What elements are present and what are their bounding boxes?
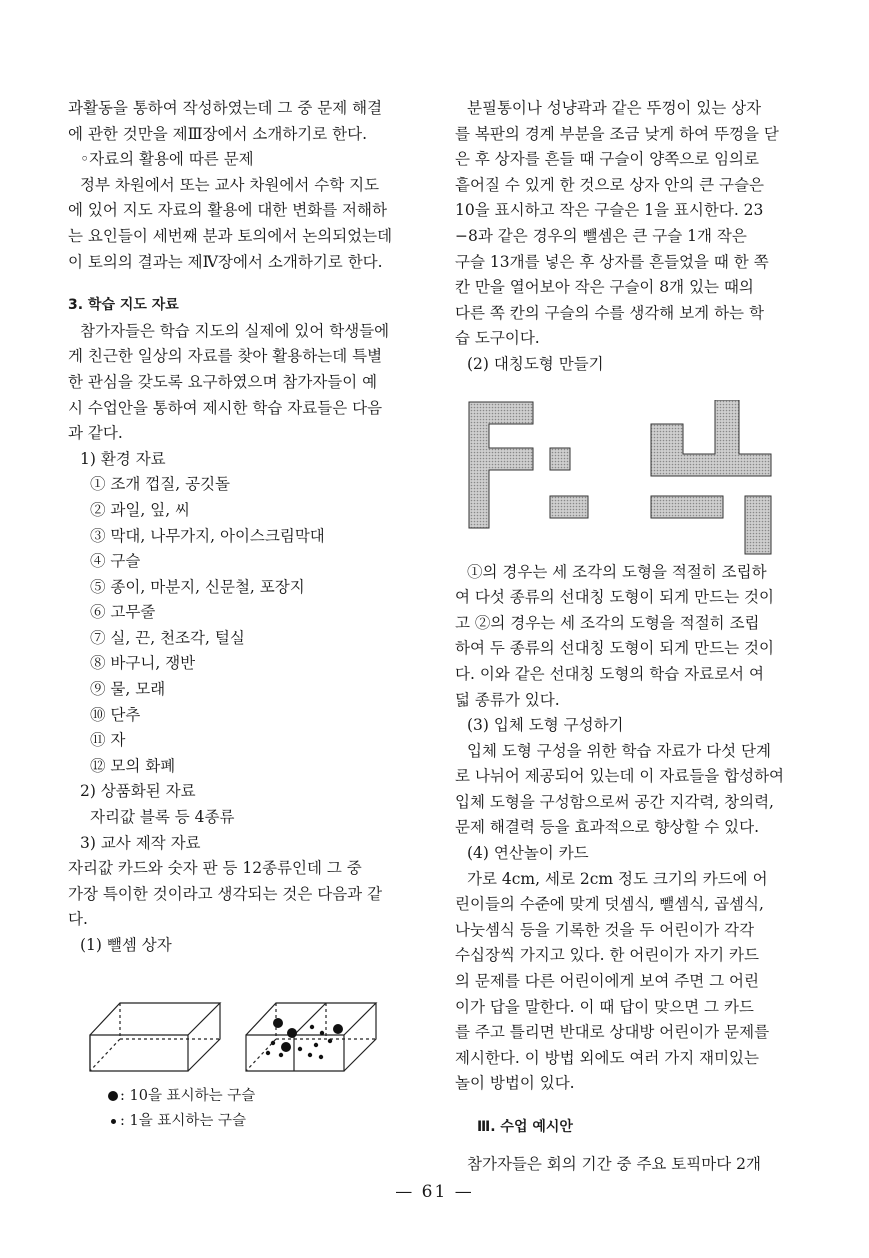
- text-line: 를 주고 틀리면 반대로 상대방 어린이가 문제를: [455, 1023, 770, 1042]
- text-line: 제시한다. 이 방법 외에도 여러 가지 재미있는: [455, 1048, 760, 1067]
- section-heading: Ⅲ. 수업 예시안: [477, 1119, 573, 1135]
- text-line: 입체 도형을 구성함으로써 공간 지각력, 창의력,: [455, 792, 774, 811]
- text-line: −8과 같은 경우의 뺄셈은 큰 구슬 1개 작은: [455, 226, 747, 245]
- text-line: 참가자들은 회의 기간 중 주요 토픽마다 2개: [467, 1154, 761, 1173]
- figure-title: (4) 연산놀이 카드: [467, 844, 589, 863]
- sub-heading: ◦자료의 활용에 따른 문제: [80, 150, 254, 169]
- figure-title: (1) 뺄셈 상자: [80, 936, 172, 954]
- list-item: ⑩ 단추: [90, 705, 141, 724]
- list-item: ⑤ 종이, 마분지, 신문철, 포장지: [90, 577, 305, 596]
- symmetry-shapes-figure: [455, 400, 813, 560]
- text-line: 다른 쪽 칸의 구슬의 수를 생각해 보게 하는 학: [455, 303, 764, 322]
- list-item: ① 조개 껍질, 공깃돌: [90, 475, 231, 494]
- text-line: 린이들의 수준에 맞게 덧셈식, 뺄셈식, 곱셈식,: [455, 895, 764, 914]
- text-line: 를 복판의 경계 부분을 조금 낮게 하여 뚜껑을 닫: [455, 124, 779, 143]
- list-item: ⑥ 고무줄: [90, 603, 156, 622]
- small-marble-icon: [111, 1119, 116, 1124]
- text-line: 에 있어 지도 자료의 활용에 대한 변화를 저해하: [68, 201, 387, 220]
- text-line: 이가 답을 말한다. 이 때 답이 맞으면 그 카드: [455, 997, 754, 1016]
- text-line: 한 관심을 갖도록 요구하였으며 참가자들이 예: [68, 372, 378, 391]
- text-line: 하여 두 종류의 선대칭 도형이 되게 만드는 것이: [455, 639, 774, 658]
- list-title: 1) 환경 자료: [80, 449, 166, 468]
- text-line: 자리값 블록 등 4종류: [90, 808, 235, 827]
- text-line: 는 요인들이 세번째 분과 토의에서 논의되었는데: [68, 226, 393, 245]
- list-item: ⑧ 바구니, 쟁반: [90, 654, 196, 673]
- text-line: 입체 도형 구성을 위한 학습 자료가 다섯 단계: [467, 741, 772, 760]
- text-line: 가로 4cm, 세로 2cm 정도 크기의 카드에 어: [467, 869, 768, 888]
- text-line: 수십장씩 가지고 있다. 한 어린이가 자기 카드: [455, 946, 760, 965]
- text-line: 이 토의의 결과는 제Ⅳ장에서 소개하기로 한다.: [68, 252, 383, 271]
- text-line: 여 다섯 종류의 선대칭 도형이 되게 만드는 것이: [455, 588, 774, 607]
- text-line: 10을 표시하고 작은 구슬은 1을 표시한다. 23: [455, 201, 764, 220]
- text-line: 칸 만을 열어보아 작은 구슬이 8개 있는 때의: [455, 278, 754, 297]
- text-line: 의 문제를 다른 어린이에게 보여 주면 그 어린: [455, 972, 760, 991]
- text-line: 가장 특이한 것이라고 생각되는 것은 다음과 같: [68, 884, 383, 903]
- text-line: ①의 경우는 세 조각의 도형을 적절히 조립하: [467, 562, 767, 581]
- text-line: 놀이 방법이 있다.: [455, 1074, 575, 1093]
- list-item: ⑨ 물, 모래: [90, 680, 166, 699]
- list-item: ④ 구슬: [90, 552, 141, 571]
- list-item: ⑪ 자: [90, 731, 126, 750]
- text-line: 구슬 13개를 넣은 후 상자를 흔들었을 때 한 쪽: [455, 252, 769, 271]
- subtraction-box-illustration: [68, 971, 423, 1076]
- text-line: 에 관한 것만을 제Ⅲ장에서 소개하기로 한다.: [68, 124, 368, 143]
- text-line: 게 친근한 일상의 자료를 찾아 활용하는데 특별: [68, 347, 383, 366]
- figure-title: (3) 입체 도형 구성하기: [467, 716, 624, 735]
- page-number: — 61 —: [395, 1182, 474, 1202]
- symmetry-shapes-illustration: [455, 400, 813, 560]
- text-line: 과활동을 통하여 작성하였는데 그 중 문제 해결: [68, 99, 383, 117]
- big-marble-icon: [108, 1091, 118, 1101]
- text-line: 참가자들은 학습 지도의 실제에 있어 학생들에: [80, 321, 390, 340]
- text-line: 덟 종류가 있다.: [455, 690, 560, 709]
- text-line: 자리값 카드와 숫자 판 등 12종류인데 그 중: [68, 859, 362, 878]
- legend-big-marble: : 10을 표시하는 구슬: [68, 1084, 423, 1110]
- figure-title: (2) 대칭도형 만들기: [467, 354, 604, 373]
- list-item: ③ 막대, 나무가지, 아이스크림막대: [90, 526, 325, 545]
- section-heading: 3. 학습 지도 자료: [68, 297, 179, 314]
- text-line: 나눗셈식 등을 기록한 것을 두 어린이가 각각: [455, 920, 755, 939]
- text-line: 은 후 상자를 흔들 때 구슬이 양쪽으로 임의로: [455, 150, 760, 169]
- right-column: [455, 96, 813, 1177]
- legend-small-marble: : 1을 표시하는 구슬: [68, 1109, 423, 1135]
- text-line: 시 수업안을 통하여 제시한 학습 자료들은 다음: [68, 398, 383, 417]
- list-title: 3) 교사 제작 자료: [80, 833, 201, 852]
- subtraction-box-figure: [68, 971, 423, 1076]
- list-title: 2) 상품화된 자료: [80, 782, 196, 801]
- left-column: [68, 96, 423, 1135]
- list-item: ② 과일, 잎, 씨: [90, 500, 191, 519]
- text-line: 정부 차원에서 또는 교사 차원에서 수학 지도: [80, 175, 380, 194]
- text-line: 고 ②의 경우는 세 조각의 도형을 적절히 조립: [455, 613, 760, 632]
- list-item: ⑫ 모의 화폐: [90, 756, 176, 775]
- text-line: 습 도구이다.: [455, 329, 540, 348]
- text-line: 다.: [68, 910, 88, 929]
- text-line: 문제 해결력 등을 효과적으로 향상할 수 있다.: [455, 818, 760, 837]
- text-line: 과 같다.: [68, 424, 123, 443]
- text-line: 로 나뉘어 제공되어 있는데 이 자료들을 합성하여: [455, 767, 785, 786]
- text-line: 흩어질 수 있게 한 것으로 상자 안의 큰 구슬은: [455, 175, 764, 194]
- text-line: 분필통이나 성냥곽과 같은 뚜껑이 있는 상자: [467, 99, 762, 117]
- text-line: 다. 이와 같은 선대칭 도형의 학습 자료로서 여: [455, 664, 764, 683]
- list-item: ⑦ 실, 끈, 천조각, 털실: [90, 628, 245, 647]
